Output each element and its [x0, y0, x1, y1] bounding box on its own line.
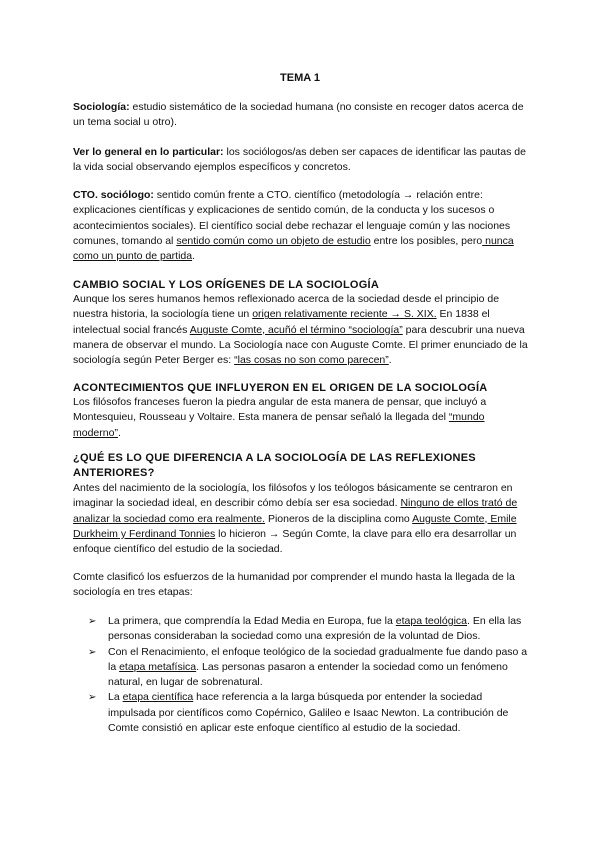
text-span: hace referencia a la larga búsqueda por entender la sociedad impulsada por científicos como Copérnico, Galileo e Isaac Newton. La contribución de Comte consistió en aplicar este enfoque científico al estudio de la sociedad.: [108, 691, 509, 735]
paragraph-sociologia: [73, 100, 528, 131]
stages-list: [88, 614, 528, 736]
underlined-text: etapa teológica: [395, 615, 467, 627]
underlined-text: Ninguno de ellos trató de analizar la sociedad como era realmente.: [73, 497, 518, 525]
text-span: .: [117, 426, 121, 439]
underlined-text: “las cosas no son como parecen”: [234, 354, 389, 367]
section-heading-acontecimientos: ACONTECIMIENTOS QUE INFLUYERON EN EL ORIGEN DE LA SOCIOLOGÍA: [73, 382, 488, 394]
text-span: La: [108, 691, 123, 704]
underlined-text: Auguste Comte, acuñó el término “sociología”: [189, 323, 403, 336]
section-heading-diferencia: ¿QUÉ ES LO QUE DIFERENCIA A LA SOCIOLOGÍA DE LAS REFLEXIONES ANTERIORES?: [73, 452, 476, 479]
underlined-text: etapa metafísica: [119, 660, 197, 673]
text-span: Antes del nacimiento de la sociología, los filósofos y los teólogos básicamente se centraron en imaginar la sociedad ideal, en describir cómo debía ser esa sociedad.: [73, 482, 513, 510]
paragraph-comte-etapas: Comte clasificó los esfuerzos de la humanidad por comprender el mundo hasta la llegada de la sociología en tres etapas:: [73, 571, 515, 599]
text-span: lo hicieron → Según Comte, la clave para ello era desarrollar un enfoque científico del estudio de la sociedad.: [73, 527, 517, 556]
text-span: . En ella las personas consideraban la sociedad como una expresión de la voluntad de Dios.: [108, 615, 522, 643]
list-item-etapa-metafisica: [88, 645, 528, 691]
underlined-text: “mundo moderno”: [73, 411, 485, 439]
list-item-etapa-teologica: [88, 614, 528, 645]
text-span: Con el Renacimiento, el enfoque teológico de la sociedad gradualmente fue dando paso a la: [108, 645, 528, 673]
text-span: En 1838 el intelectual social francés: [73, 308, 490, 336]
section-heading-cambio-social: CAMBIO SOCIAL Y LOS ORÍGENES DE LA SOCIOLOGÍA: [73, 279, 380, 291]
text-span: .: [388, 354, 392, 367]
underlined-text: origen relativamente reciente → S. XIX.: [252, 308, 437, 321]
text-span: La primera, que comprendía la Edad Media en Europa, fue la: [108, 615, 396, 627]
term-sociologia: Sociología:: [73, 101, 130, 113]
paragraph-acontecimientos: [73, 395, 528, 441]
paragraph-cto-sociologo: [73, 188, 528, 264]
paragraph-diferencia: [73, 481, 528, 557]
text-span: entre los posibles, pero: [370, 234, 483, 247]
arrow-bullet-icon: ➢: [88, 692, 97, 704]
arrow-bullet-icon: ➢: [88, 616, 97, 627]
text-span: Aunque los seres humanos hemos reflexionado acerca de la sociedad desde el principio de nuestra historia, la sociología tiene un: [73, 293, 500, 321]
definition-sociologia: estudio sistemático de la sociedad humana (no consiste en recoger datos acerca de un tema social u otro).: [73, 101, 524, 129]
list-item-etapa-cientifica: [88, 690, 528, 736]
paragraph-ver-lo-general: [73, 145, 528, 176]
underlined-text: nunca como un punto de partida: [73, 234, 514, 263]
definition-ver-lo-general: los sociólogos/as deben ser capaces de identificar las pautas de la vida social observando ejemplos específicos y concretos.: [73, 146, 526, 174]
underlined-text: Auguste Comte, Emile Durkheim y Ferdinand Tonnies: [73, 512, 517, 540]
text-span: Los filósofos franceses fueron la piedra angular de esta manera de pensar, que incluyó a Montesquieu, Rousseau y Voltaire. Esta manera de pensar señaló la llegada del: [73, 396, 487, 424]
text-span: . Las personas pasaron a entender la sociedad como un fenómeno natural, en lugar de sobrenatural.: [108, 660, 508, 689]
text-span: Pioneros de la disciplina como: [265, 512, 413, 525]
underlined-text: etapa científica: [122, 691, 194, 704]
text-span: sentido común frente a CTO. científico (metodología → relación entre: explicaciones científicas y explicaciones de sentido común, de la conducta y los sucesos o acontecimientos sociales). El científico social debe rechazar el lenguaje común y las nociones comunes, tomando al: [73, 189, 511, 247]
paragraph-origenes: [73, 292, 528, 368]
text-span: .: [192, 250, 196, 263]
text-span: para descubrir una nueva manera de observar el mundo. La Sociología nace con Auguste Comte. El primer enunciado de la sociología según Peter Berger es:: [73, 323, 528, 367]
underlined-text: sentido común como un objeto de estudio: [176, 234, 371, 247]
page-title: TEMA 1: [280, 72, 320, 84]
term-cto-sociologo: CTO. sociólogo:: [73, 189, 154, 201]
term-ver-lo-general: Ver lo general en lo particular:: [73, 146, 224, 158]
arrow-bullet-icon: ➢: [88, 646, 97, 658]
